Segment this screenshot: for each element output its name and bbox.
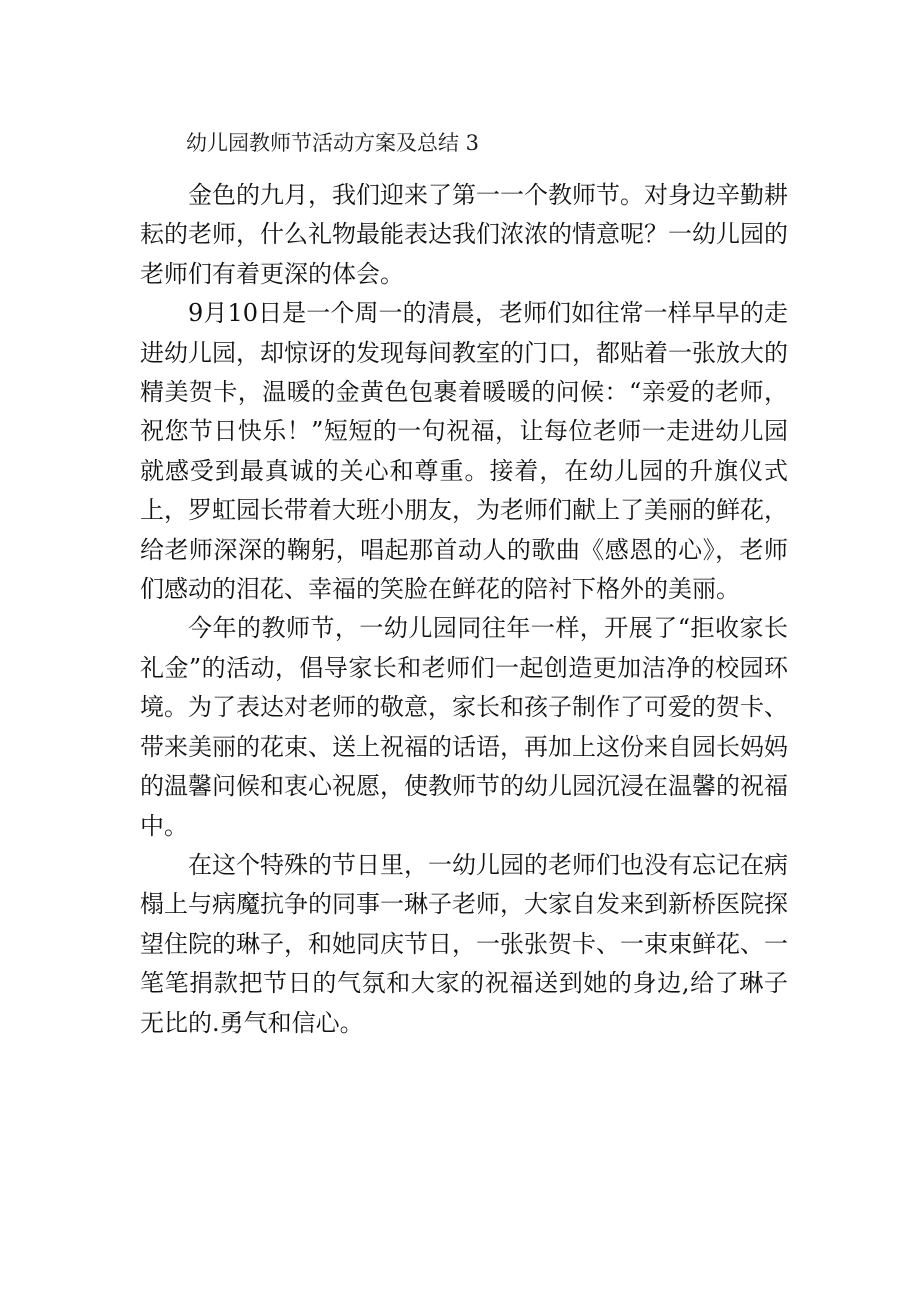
document-title: 幼儿园教师节活动方案及总结 3: [186, 131, 480, 155]
paragraph-1: 金色的九月，我们迎来了第一一个教师节。对身边辛勤耕耘的老师，什么礼物最能表达我们浓浓的情意呢？一幼儿园的老师们有着更深的体会。: [140, 181, 788, 288]
paragraph-2: 9月10日是一个周一的清晨，老师们如往常一样早早的走进幼儿园，却惊讶的发现每间教室的门口，都贴着一张放大的精美贺卡，温暖的金黄色包裹着暖暖的问候：“亲爱的老师，祝您节日快乐！”短短的一句祝福，让每位老师一走进幼儿园就感受到最真诚的关心和尊重。接着，在幼儿园的升旗仪式上，罗虹园长带着大班小朋友，为老师们献上了美丽的鲜花，给老师深深的鞠躬，唱起那首动人的歌曲《感恩的心》，老师们感动的泪花、幸福的笑脸在鲜花的陪衬下格外的美丽。: [140, 299, 788, 604]
paragraph-3: 今年的教师节，一幼儿园同往年一样，开展了“拒收家长礼金”的活动，倡导家长和老师们一起创造更加洁净的校园环境。为了表达对老师的敬意，家长和孩子制作了可爱的贺卡、带来美丽的花束、送上祝福的话语，再加上这份来自园长妈妈的温馨问候和衷心祝愿，使教师节的幼儿园沉浸在温馨的祝福中。: [140, 614, 788, 840]
paragraph-4: 在这个特殊的节日里，一幼儿园的老师们也没有忘记在病榻上与病魔抗争的同事一琳子老师，大家自发来到新桥医院探望住院的琳子，和她同庆节日，一张张贺卡、一束束鲜花、一笔笔捐款把节日的气氛和大家的祝福送到她的身边,给了琳子无比的.勇气和信心。: [140, 850, 788, 1037]
document-body: [140, 176, 788, 1043]
